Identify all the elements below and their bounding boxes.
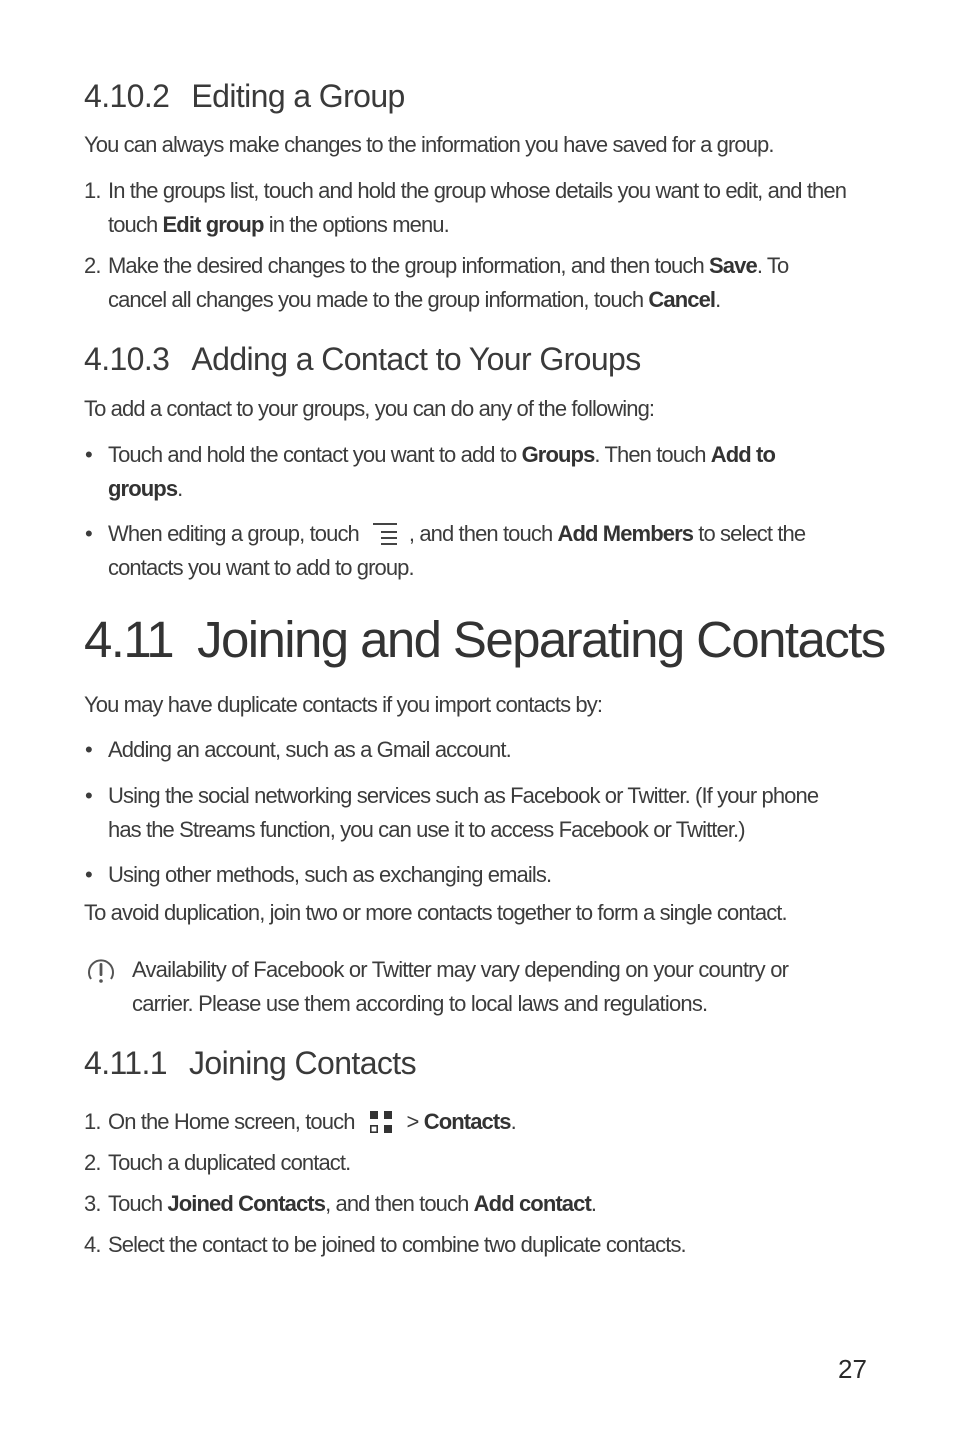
- note-availability-line-1: Availability of Facebook or Twitter may vary depending on your country or: [132, 957, 789, 982]
- heading-4-10-2: 4.10.2 Editing a Group: [84, 78, 405, 114]
- heading-4-11-1: 4.11.1 Joining Contacts: [84, 1045, 416, 1081]
- apps-grid-icon: [369, 1110, 393, 1134]
- bold-cancel: Cancel: [648, 287, 716, 312]
- bold-groups: Groups: [521, 442, 595, 467]
- bold-add-contact: Add contact: [473, 1191, 591, 1216]
- bold-joined-contacts: Joined Contacts: [167, 1191, 326, 1216]
- heading-4-10-3: 4.10.3 Adding a Contact to Your Groups: [84, 341, 641, 377]
- bold-add-members: Add Members: [557, 521, 694, 546]
- bold-save: Save: [709, 253, 757, 278]
- paragraph-edit-group-intro: You can always make changes to the information you have saved for a group.: [84, 132, 774, 157]
- note-availability-line-2: carrier. Please use them according to local laws and regulations.: [132, 991, 708, 1016]
- page-number: 27: [838, 1354, 867, 1384]
- exclamation-circle-icon: [86, 956, 116, 986]
- bold-contacts: Contacts: [423, 1109, 511, 1134]
- paragraph-duplicates-intro: You may have duplicate contacts if you import contacts by:: [84, 692, 603, 717]
- heading-4-11: 4.11 Joining and Separating Contacts: [84, 611, 885, 668]
- bold-edit-group: Edit group: [162, 212, 264, 237]
- document-page: 4.10.2 Editing a Group You can always make changes to the information you have saved for a group. 1. In the groups list, touch and hold the group whose details you want to edit, and then touch Edit group in the options menu. 2. Make the desired changes to the group information, and then touch Save. To cancel all changes you made to the group information, touch Cancel. 4.10.3 Adding a Contact to Your Groups To add a contact to your groups, you can do any of the following: • Touch and hold the contact you want to add to Groups. Then touch Add to groups. • When editing a group, touch , and then touch Add Members to select the contacts you want to add to group. 4.11 Joining and Separating Contacts You may have duplicate contacts if you import contacts by: • Adding an account, such as a Gmail account. • Using the social networking services such as Facebook or Twitter. (If your phone has the Streams function, you can use it to access Facebook or Twitter.) • Using other methods, such as exchanging emails. To avoid duplication, join two or more contacts together to form a single contact. Availability of Facebook or Twitter may vary depending on your country or carrier. Please use them according to local laws and regulations. 4.11.1 Joining Contacts 1. On the Home screen, touch > Contacts. 2. Touch a duplicated contact. 3. Touch Joined Contacts, and then touch Add contact. 4. Select the contact to be joined to combine two duplicate contacts. 27: [84, 78, 885, 1384]
- menu-icon: [371, 521, 399, 547]
- bold-add-to: Add to: [710, 442, 775, 467]
- bold-groups-2: groups: [108, 476, 178, 501]
- paragraph-add-contact-intro: To add a contact to your groups, you can do any of the following:: [84, 396, 655, 421]
- paragraph-avoid-duplication: To avoid duplication, join two or more contacts together to form a single contact.: [84, 900, 787, 925]
